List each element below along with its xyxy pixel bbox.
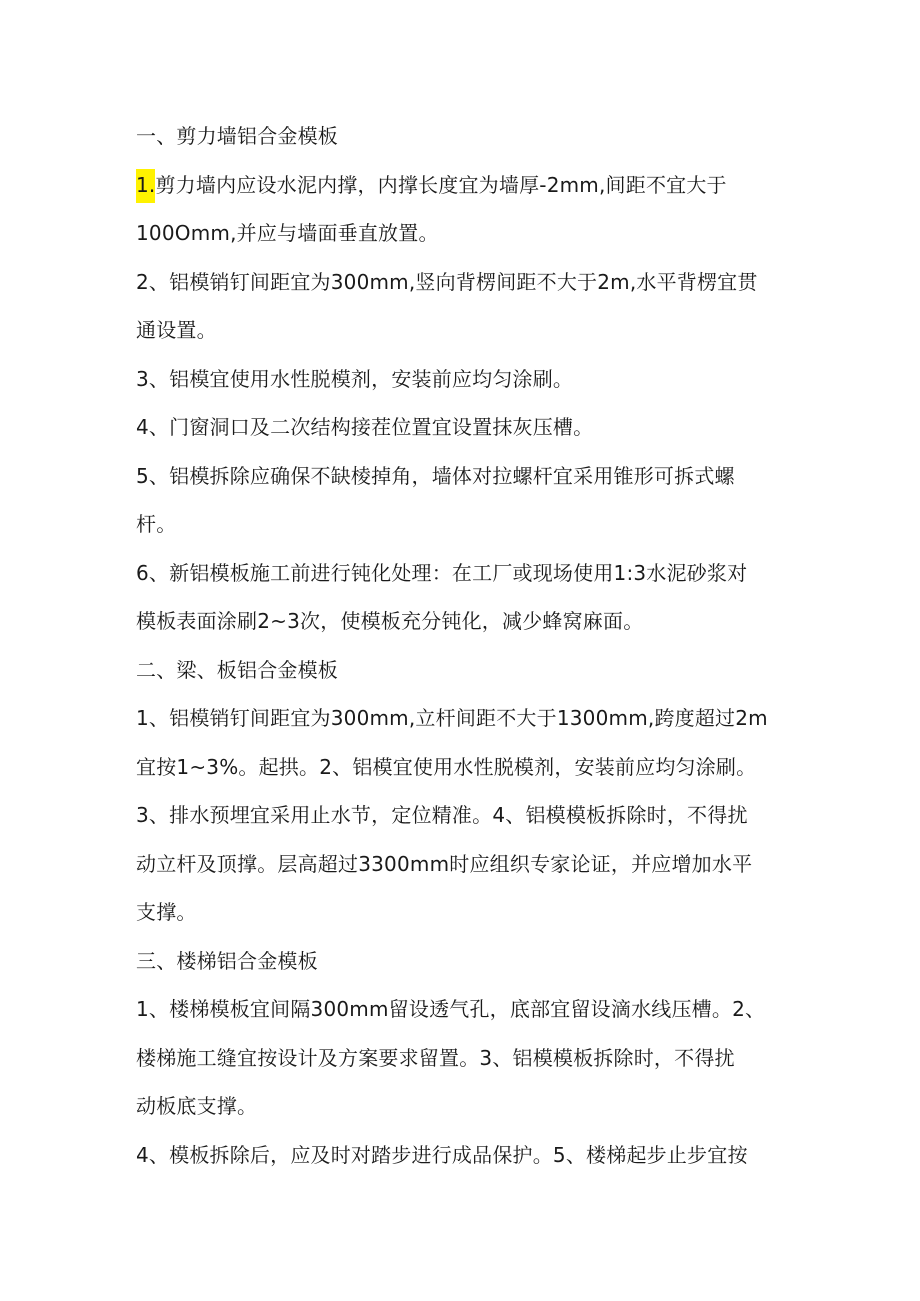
paragraph-line: 1、铝模销钉间距宜为300mm,立杆间距不大于1300mm,跨度超过2m <box>136 706 768 730</box>
paragraph-line: 6、新铝模板施工前进行钝化处理：在工厂或现场使用1:3水泥砂浆对 <box>136 560 748 585</box>
paragraph-line: 5、铝模拆除应确保不缺棱掉角，墙体对拉螺杆宜采用锥形可拆式螺 <box>136 463 735 488</box>
document-body <box>136 112 786 1179</box>
section-heading-shear-wall: 一、剪力墙铝合金模板 <box>136 124 338 148</box>
paragraph-line: 2、铝模销钉间距宜为300mm,竖向背楞间距不大于2m,水平背楞宜贯 <box>136 269 758 294</box>
section-heading-beam-slab: 二、梁、板铝合金模板 <box>136 657 338 682</box>
paragraph-line: 1、楼梯模板宜间隔300mm留设透气孔，底部宜留设滴水线压槽。2、 <box>136 997 766 1021</box>
section-heading-stairs: 三、楼梯铝合金模板 <box>136 948 318 973</box>
paragraph-line: 宜按1~3%。起拱。2、铝模宜使用水性脱模剂，安装前应均匀涂刷。 <box>136 754 757 779</box>
paragraph-text: 剪力墙内应设水泥内撑，内撑长度宜为墙厚-2mm,间距不宜大于 <box>155 172 727 197</box>
paragraph-line: 模板表面涂刷2~3次，使模板充分钝化，减少蜂窝麻面。 <box>136 609 644 633</box>
paragraph-line: 4、模板拆除后，应及时对踏步进行成品保护。5、楼梯起步止步宜按 <box>136 1142 748 1167</box>
paragraph-line: 动立杆及顶撑。层高超过3300mm时应组织专家论证，并应增加水平 <box>136 851 753 876</box>
paragraph-line: 动板底支撑。 <box>136 1094 258 1118</box>
paragraph-line: 楼梯施工缝宜按设计及方案要求留置。3、铝模模板拆除时，不得扰 <box>136 1045 735 1070</box>
paragraph-line: 4、门窗洞口及二次结构接茬位置宜设置抹灰压槽。 <box>136 415 594 439</box>
paragraph-line: 3、排水预埋宜采用止水节，定位精准。4、铝模模板拆除时，不得扰 <box>136 803 748 827</box>
paragraph-line: 支撑。 <box>136 900 197 924</box>
highlighted-text: 1. <box>136 169 155 203</box>
paragraph-line: 3、铝模宜使用水性脱模剂，安装前应均匀涂刷。 <box>136 366 574 391</box>
paragraph-line <box>136 161 786 210</box>
paragraph-line: 100Omm,并应与墙面垂直放置。 <box>136 221 439 245</box>
paragraph-line: 通设置。 <box>136 318 217 342</box>
paragraph-line: 杆。 <box>136 512 177 536</box>
